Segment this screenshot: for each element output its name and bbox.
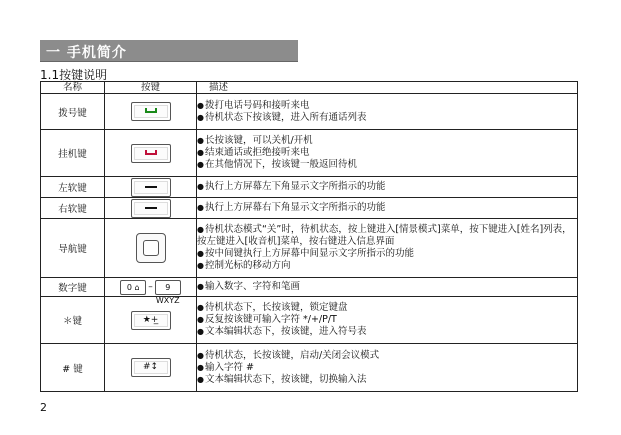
chapter-title: 一 手机简介 [46,45,127,61]
table-row [41,297,578,344]
table-row [41,344,578,392]
desc-line: ● 拨打电话号码和接听来电 [197,100,577,112]
right-softkey-icon [131,199,171,218]
desc-line: ● 控制光标的移动方向 [197,260,577,272]
zero-key-icon: 0 ⌂ [120,280,146,295]
table-row [41,198,578,219]
table-row [41,130,578,177]
desc-line: ● 文本编辑状态下，按该键，进入符号表 [197,326,577,338]
left-softkey-icon [131,178,171,197]
number-keys-icon: 0 ⌂ – 9 WXYZ [105,278,197,297]
key-desc [197,219,578,278]
section-title: 1.1按键说明 [40,68,108,82]
page-number: 2 [40,401,47,414]
desc-line: ● 在其他情况下，按该键一般返回待机 [197,159,577,171]
header-desc: 描述 [197,82,578,94]
desc-line: ● 反复按该键可输入字符 */+/P/T [197,314,577,326]
desc-line: ● 待机状态下，长按该键，锁定键盘 [197,302,577,314]
table-row [41,177,578,198]
key-name: 导航键 [41,219,105,278]
table-header-row [41,82,578,94]
key-desc [197,297,578,344]
desc-line: ● 执行上方屏幕右下角显示文字所指示的功能 [197,202,577,214]
key-desc [197,177,578,198]
desc-line: ● 执行上方屏幕左下角显示文字所指示的功能 [197,181,577,193]
desc-line: ● 待机状态模式“关”时，待机状态，按上键进入[情景模式]菜单，按下键进入[姓名]列表，按左键进入[收音机]菜单，按右键进入信息界面 [197,224,577,248]
table-row [41,278,578,297]
key-desc [197,278,578,297]
table-row [41,219,578,278]
key-name: 右软键 [41,198,105,219]
end-key-icon [131,144,171,163]
key-name: 数字键 [41,278,105,297]
call-key-icon [131,102,171,121]
key-desc [197,130,578,177]
desc-line: ● 输入数字、字符和笔画 [197,281,577,293]
key-description-table [40,81,578,392]
star-key-icon: ★+̲ [131,311,171,330]
navigation-key-icon [136,233,166,263]
key-name: ＊键 [41,297,105,344]
header-key: 按键 [105,82,197,94]
key-desc [197,198,578,219]
desc-line: ● 待机状态，长按该键，启动/关闭会议模式 [197,350,577,362]
table-row [41,94,578,130]
nine-key-icon: 9 WXYZ [155,280,181,295]
desc-line: ● 待机状态下按该键，进入所有通话列表 [197,112,577,124]
key-name: 拨号键 [41,94,105,130]
desc-line: ● 结束通话或拒绝接听来电 [197,147,577,159]
key-desc [197,344,578,392]
key-name: 挂机键 [41,130,105,177]
desc-line: ● 文本编辑状态下，按该键，切换输入法 [197,374,577,386]
desc-line: ● 输入字符 # [197,362,577,374]
key-desc [197,94,578,130]
key-name: # 键 [41,344,105,392]
desc-line: ● 按中间键执行上方屏幕中间显示文字所指示的功能 [197,248,577,260]
header-name: 名称 [41,82,105,94]
chapter-header [40,40,298,62]
hash-key-icon: #↕ [131,358,171,377]
desc-line: ● 长按该键，可以关机/开机 [197,135,577,147]
key-name: 左软键 [41,177,105,198]
